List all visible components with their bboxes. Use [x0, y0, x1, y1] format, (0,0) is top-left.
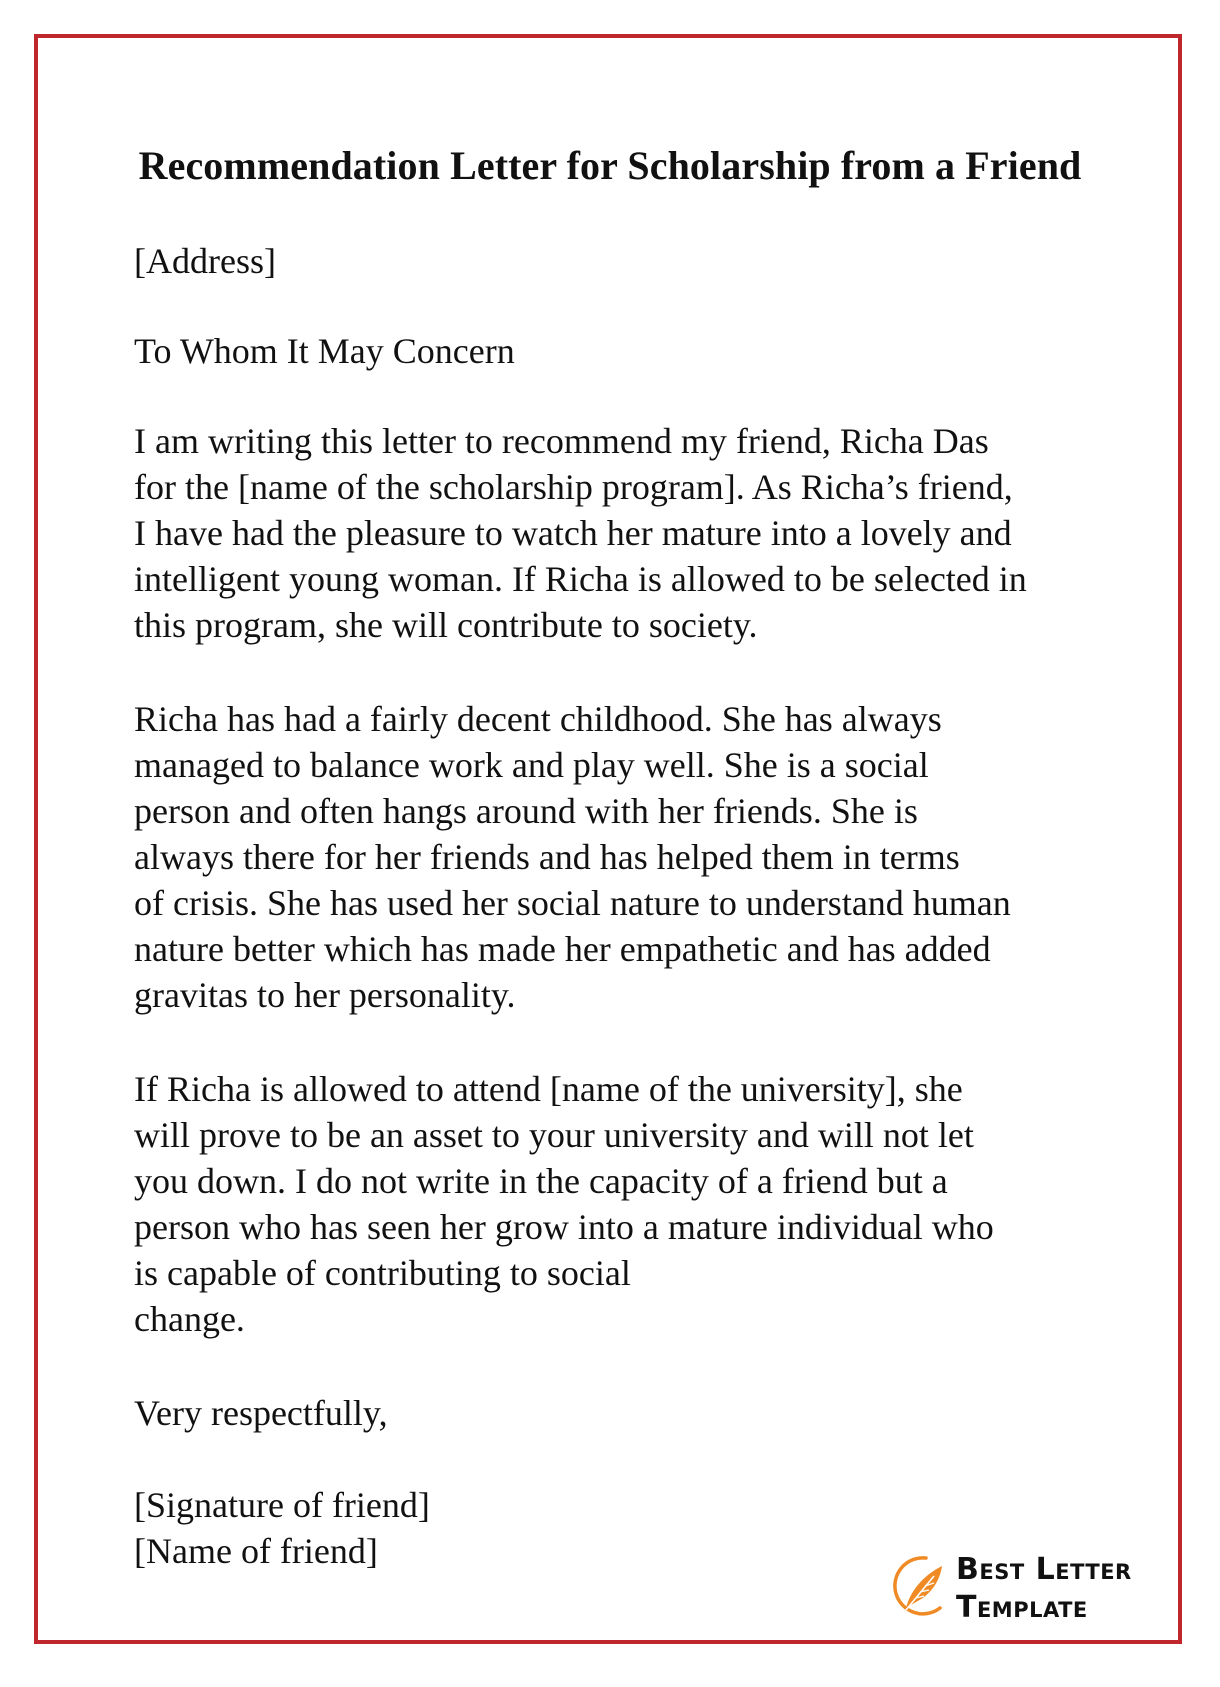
- brand-logo: [886, 1546, 1132, 1632]
- address-placeholder: [Address]: [134, 241, 276, 281]
- closing: Very respectfully,: [134, 1393, 388, 1433]
- paragraph-character: Richa has had a fairly decent childhood. She has always managed to balance work and play well. She is a social person and often hangs around with her friends. She is always there for her friends and has helped them in terms of crisis. She has used her social nature to understand human nature better which has made her empathetic and has added gravitas to her personality.: [134, 699, 1011, 1015]
- name-placeholder: [Name of friend]: [134, 1531, 378, 1571]
- brand-line-1: Best Letter: [956, 1552, 1132, 1587]
- salutation: To Whom It May Concern: [134, 331, 515, 371]
- letter-title: Recommendation Letter for Scholarship from a Friend: [138, 143, 1082, 188]
- paragraph-intro: I am writing this letter to recommend my friend, Richa Das for the [name of the scholarship program]. As Richa’s friend, I have had the pleasure to watch her mature into a lovely and intelligent young woman. If Richa is allowed to be selected in this program, she will contribute to society.: [134, 421, 1027, 645]
- feather-quill-icon: [886, 1550, 956, 1620]
- brand-line-2: Template: [956, 1590, 1088, 1625]
- brand-wordmark: [956, 1552, 1132, 1626]
- paragraph-recommendation: If Richa is allowed to attend [name of the university], she will prove to be an asset to your university and will not let you down. I do not write in the capacity of a friend but a person who has seen her grow into a mature individual who is capable of contributing to social change.: [134, 1069, 994, 1339]
- signature-placeholder: [Signature of friend]: [134, 1485, 430, 1525]
